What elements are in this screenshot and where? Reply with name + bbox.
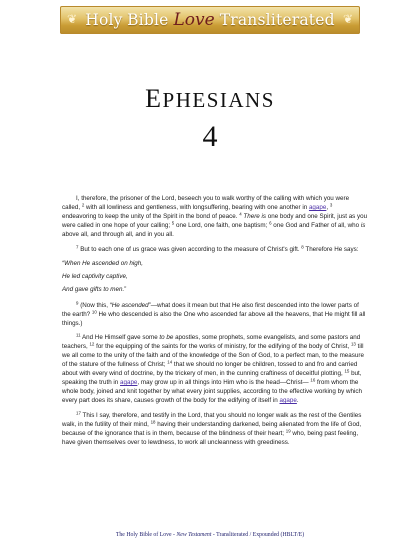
verse-number: 9 [76, 300, 79, 306]
banner-word-bible: Bible [127, 11, 169, 29]
agape-link[interactable]: agape [308, 204, 327, 211]
ornament-left-icon: ❦ [66, 12, 78, 26]
paragraph-1: I, therefore, the prisoner of the Lord, beseech you to walk worthy of the calling with which you were called, $^2$ with all lowliness and gentleness, with longsuffering, bearing with one another in agape, $^3$ endeavoring to keep the unity of the Spirit in the bond of peace. $^4$ There is one body and one Spirit, just as you were called in one hope of your calling; $^5$ one Lord, one faith, one baptism; $^6$ one God and Father of all, who is above all, and through all, and in you all. [62, 195, 368, 238]
banner-word-love: Love [173, 10, 215, 30]
verse-number: 15 [344, 368, 350, 374]
poem-line-2: He led captivity captive, [62, 273, 128, 281]
poem-line-3: And gave gifts to men.” [62, 286, 127, 294]
title-banner [60, 6, 360, 34]
verse-number: 8 [301, 244, 304, 249]
paragraph-3: $^9$ (Now this, “He ascended”—what does it mean but that He also first descended into the lower parts of the earth? $^{10}$ He who descended is also the One who ascended far above all the heavens, that He might fill all things.) [62, 300, 366, 327]
verse-number: 12 [89, 341, 95, 347]
verse-number: 16 [310, 377, 316, 383]
banner-word-transliterated: Transliterated [219, 11, 335, 29]
verse-number: 10 [91, 309, 97, 315]
verse-number: 11 [76, 332, 81, 338]
banner-word-holy: Holy [85, 11, 123, 29]
page-footer: The Holy Bible of Love - New Testament - Transliterated / Expounded (HBLT/E) [115, 532, 305, 538]
verse-number: 17 [76, 410, 81, 416]
poem-line-1: “When He ascended on high, [62, 260, 143, 268]
verse-number: 3 [329, 202, 333, 208]
ornament-right-icon: ❦ [342, 12, 354, 26]
chapter-text [62, 194, 368, 452]
verse-number: 13 [350, 341, 356, 347]
paragraph-5: $^{17}$ This I say, therefore, and testify in the Lord, that you should no longer walk as the rest of the Gentiles walk, in the futility of their mind, $^{18}$ having their understanding darkened, being alienated from the life of God, because of the ignorance that is in them, because of the blindness of their heart; $^{19}$ who, being past feeling, have given themselves over to lewdness, to work all uncleanness with greediness. [62, 410, 362, 446]
verse-number: 5 [171, 220, 175, 226]
chapter-number: 4 [202, 120, 218, 153]
paragraph-2: $^7$ But to each one of us grace was given according to the measure of Christ's gift. $^8$ Therefore He says: [76, 244, 359, 253]
verse-number: 19 [285, 428, 291, 434]
verse-number: 6 [269, 220, 272, 226]
agape-link[interactable]: agape [279, 397, 297, 405]
verse-number: 2 [81, 202, 85, 208]
verse-number: 18 [150, 419, 156, 425]
verse-number: 14 [167, 359, 173, 365]
verse-number: 7 [76, 244, 79, 249]
banner-title [60, 6, 360, 34]
book-title: EPHESIANS [145, 84, 275, 113]
agape-link[interactable]: agape [120, 379, 138, 387]
verse-number: 4 [239, 211, 242, 217]
paragraph-4: $^{11}$ And He Himself gave some to be apostles, some prophets, some evangelists, and some pastors and teachers, $^{12}$ for the equipping of the saints for the works of ministry, for the edifying of the body of Christ, $^{13}$ till we all come to the unity of the faith and of the knowledge of the Son of God, to a perfect man, to the measure of the stature of the fullness of Christ; $^{14}$ that we should no longer be children, tossed to and fro and carried about with every wind of doctrine, by the trickery of men, in the cunning craftiness of deceitful plotting, $^{15}$ but, speaking the truth in agape, may grow up in all things into Him who is the head—Christ— $^{16}$ from whom the whole body, joined and knit together by what every joint supplies, according to the effective working by which every part does its share, causes growth of the body for the edifying of itself in agape. [62, 332, 364, 405]
